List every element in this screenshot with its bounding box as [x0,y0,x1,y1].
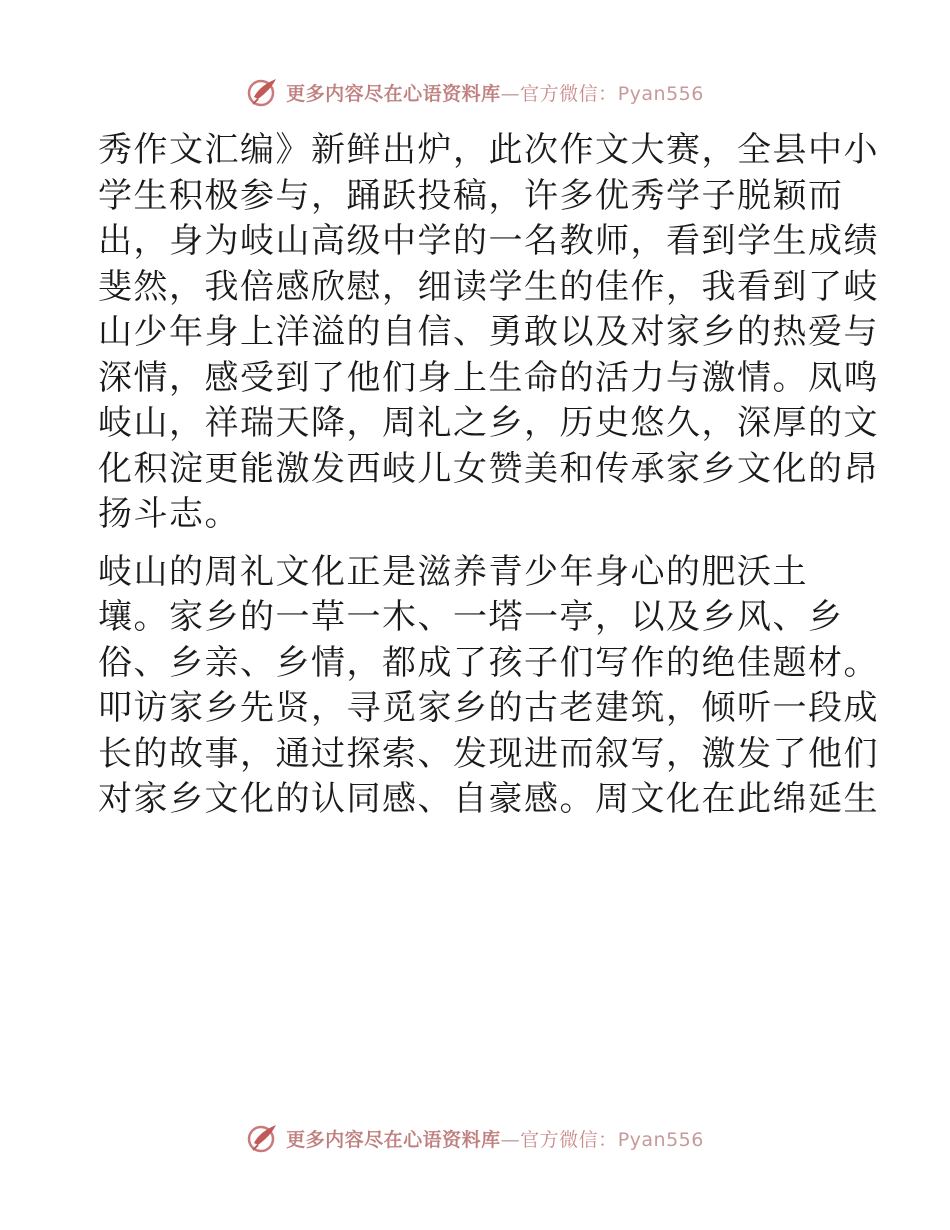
text-line: 出，身为岐山高级中学的一名教师，看到学生成绩 [98,221,879,261]
text-line: 岐山，祥瑞天降，周礼之乡，历史悠久，深厚的文 [98,403,879,443]
text-line: 山少年身上洋溢的自信、勇敢以及对家乡的热爱与 [98,312,879,352]
footer-watermark [0,1118,950,1158]
paragraph-2 [98,550,879,823]
watermark-label: 官方微信： [520,1128,618,1151]
text-line: 叩访家乡先贤，寻觅家乡的古老建筑，倾听一段成 [98,688,879,728]
text-line: 长的故事，通过探索、发现进而叙写，激发了他们 [98,733,879,774]
quill-logo-icon [246,75,280,109]
text-line: 壤。家乡的一草一木、一塔一亭，以及乡风、乡 [98,597,844,637]
text-line: 扬斗志。 [98,494,240,534]
watermark-separator: — [500,1128,521,1151]
watermark-brand: 更多内容尽在心语资料库 [286,1128,501,1151]
document-body [98,128,879,823]
watermark-brand: 更多内容尽在心语资料库 [286,82,501,105]
quill-logo-icon [246,1121,280,1155]
watermark-separator: — [500,82,521,105]
watermark-text [286,1125,704,1152]
header-watermark [0,72,950,112]
text-line: 秀作文汇编》新鲜出炉，此次作文大赛，全县中小 [98,130,879,170]
text-line: 斐然，我倍感欣慰，细读学生的佳作，我看到了岐 [98,266,879,307]
watermark-account: Pyan556 [617,82,704,105]
text-line: 岐山的周礼文化正是滋养青少年身心的肥沃土 [98,551,808,592]
watermark-label: 官方微信： [520,82,618,105]
watermark-account: Pyan556 [617,1128,704,1151]
paragraph-1 [98,128,879,538]
text-line: 深情，感受到了他们身上生命的活力与激情。凤鸣 [98,357,879,398]
text-line: 学生积极参与，踊跃投稿，许多优秀学子脱颖而 [98,175,844,216]
text-line: 俗、乡亲、乡情，都成了孩子们写作的绝佳题材。 [98,642,879,683]
watermark-text [286,79,704,106]
text-line: 化积淀更能激发西岐儿女赞美和传承家乡文化的昂 [98,448,879,489]
text-line: 对家乡文化的认同感、自豪感。周文化在此绵延生 [98,779,879,819]
